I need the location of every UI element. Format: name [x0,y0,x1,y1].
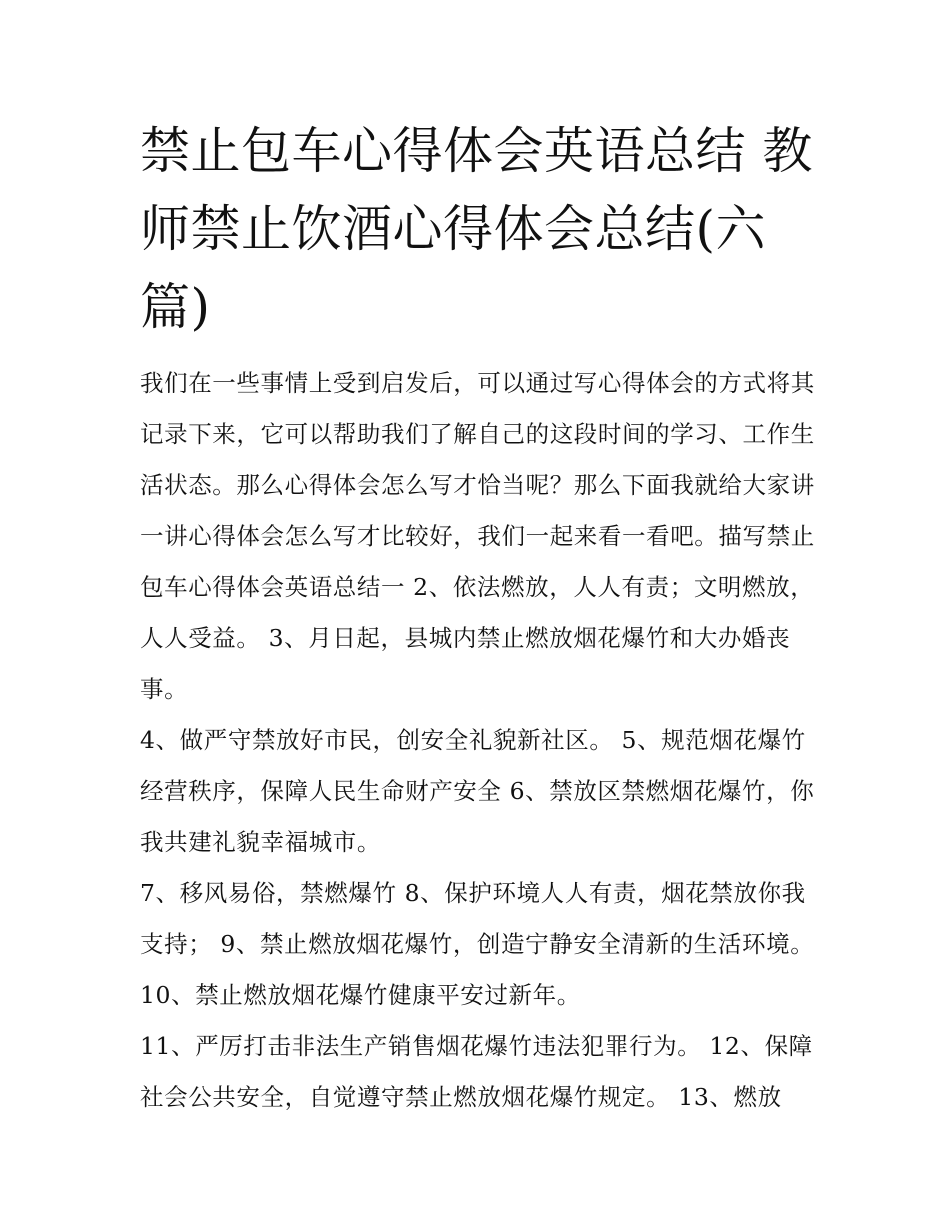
document-title: 禁止包车心得体会英语总结 教师禁止饮酒心得体会总结(六篇) [140,122,813,336]
paragraph-slogans-11-13: 11、严厉打击非法生产销售烟花爆竹违法犯罪行为。 12、保障社会公共安全，自觉遵守禁止燃放烟花爆竹规定。 13、燃放 [140,1032,813,1111]
paragraph-slogans-7-10: 7、移风易俗，禁燃爆竹 8、保护环境人人有责，烟花禁放你我支持； 9、禁止燃放烟花爆竹，创造宁静安全清新的生活环境。 10、禁止燃放烟花爆竹健康平安过新年。 [140,879,815,1009]
paragraph-slogans-4-6: 4、做严守禁放好市民，创安全礼貌新社区。 5、规范烟花爆竹经营秩序，保障人民生命财产安全 6、禁放区禁燃烟花爆竹，你我共建礼貌幸福城市。 [140,726,815,856]
document-body [140,112,815,1123]
paragraph-intro: 我们在一些事情上受到启发后，可以通过写心得体会的方式将其记录下来，它可以帮助我们了解自己的这段时间的学习、工作生活状态。那么心得体会怎么写才恰当呢？那么下面我就给大家讲一讲心得体会怎么写才比较好，我们一起来看一看吧。描写禁止包车心得体会英语总结一 2、依法燃放，人人有责；文明燃放，人人受益。 3、月日起，县城内禁止燃放烟花爆竹和大办婚丧事。 [140,369,815,703]
